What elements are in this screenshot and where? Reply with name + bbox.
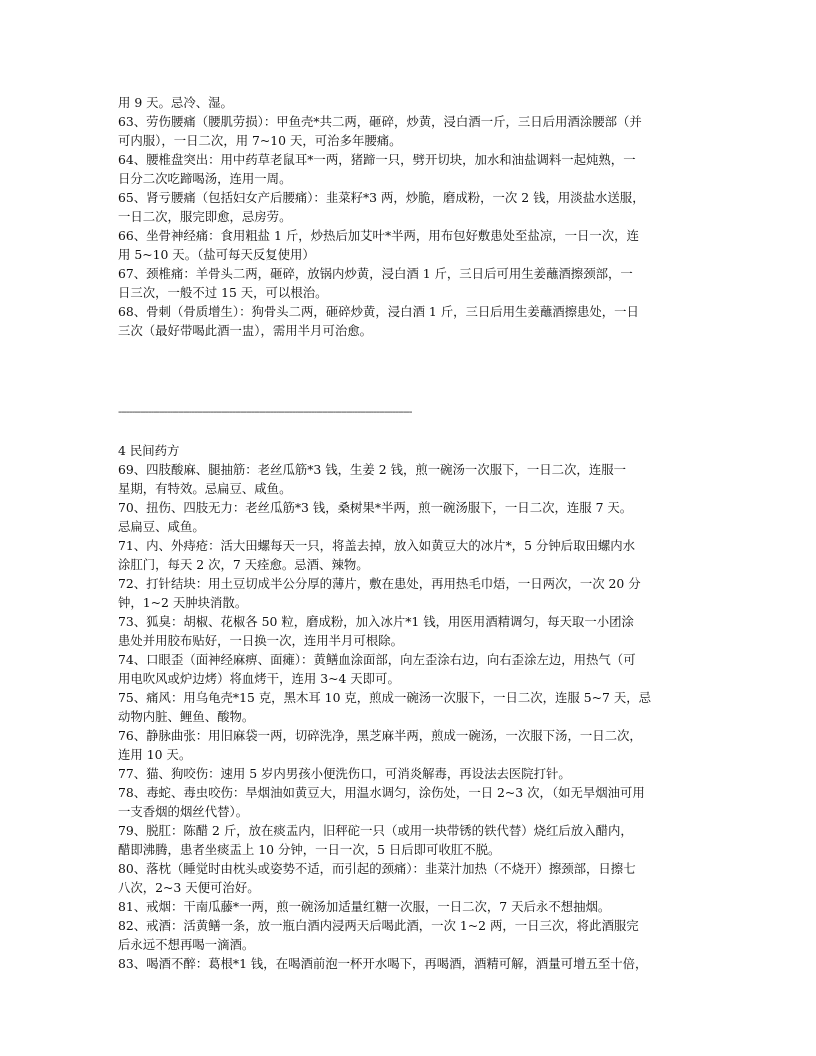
text-line: 66、坐骨神经痛：食用粗盐 1 斤，炒热后加艾叶*半两，用布包好敷患处至盐凉，一日一次，连 [118,228,639,243]
text-line: 可内服），一日二次，用 7~10 天，可治多年腰痛。 [118,133,402,148]
text-line: 钟，1~2 天肿块消散。 [118,595,248,610]
text-line: 日三次，一般不过 15 天，可以根治。 [118,285,328,300]
text-line: 用 9 天。忌冷、湿。 [118,95,233,110]
text-line: 用电吹风或炉边烤）将血烤干，连用 3~4 天即可。 [118,671,400,686]
text-line: 患处并用胶布贴好，一日换一次，连用半月可根除。 [118,633,403,648]
text-line: 82、戒酒：活黄鳝一条，放一瓶白酒内浸两天后喝此酒，一次 1~2 两，一日三次，将此酒服完 [118,918,639,933]
text-line: 68、骨刺（骨质增生）：狗骨头二两，砸碎炒黄，浸白酒 1 斤，三日后用生姜蘸酒擦患处，一日 [118,304,639,319]
text-line: 星期，有特效。忌扁豆、咸鱼。 [118,481,292,496]
text-line: 80、落枕（睡觉时由枕头或姿势不适，而引起的颈痛）：韭菜汁加热（不烧开）擦颈部，日擦七 [118,861,636,876]
text-line: 醋即沸腾，患者坐痰盂上 10 分钟，一日一次，5 日后即可收肛不脱。 [118,842,501,857]
text-line: 72、打针结块：用土豆切成半公分厚的薄片，敷在患处，再用热毛巾焐，一日两次，一次 20 分 [118,576,641,591]
text-line: 70、扭伤、四肢无力：老丝瓜筋*3 钱，桑树果*半两，煎一碗汤服下，一日二次，连服 7 天。 [118,500,633,515]
text-line: 63、劳伤腰痛（腰肌劳损）：甲鱼壳*共二两，砸碎，炒黄，浸白酒一斤，三日后用酒涂腰部（并 [118,114,642,129]
text-line: 73、狐臭：胡椒、花椒各 50 粒，磨成粉，加入冰片*1 钱，用医用酒精调匀，每天取一小团涂 [118,614,634,629]
text-line: 日分二次吃蹄喝汤，连用一周。 [118,171,292,186]
text-line: 74、口眼歪（面神经麻痹、面瘫）：黄鳝血涂面部，向左歪涂右边，向右歪涂左边，用热气（可 [118,652,636,667]
text-line: 64、腰椎盘突出：用中药草老鼠耳*一两，猪蹄一只，劈开切块，加水和油盐调料一起炖熟，一 [118,152,636,167]
text-line: 一支香烟的烟丝代替）。 [118,804,249,819]
text-line: 83、喝酒不醉：葛根*1 钱，在喝酒前泡一杯开水喝下，再喝酒，酒精可解，酒量可增五至十倍， [118,956,648,971]
section-separator: ------------------------------------------------------------------------------------------------------------ [118,405,412,418]
text-line: 65、肾亏腰痛（包括妇女产后腰痛）：韭菜籽*3 两，炒脆，磨成粉，一次 2 钱，用淡盐水送服， [118,190,645,205]
text-line: 后永远不想再喝一滴酒。 [118,937,255,952]
text-line: 81、戒烟：干南瓜藤*一两，煎一碗汤加适量红糖一次服，一日二次，7 天后永不想抽烟。 [118,899,611,914]
text-line: 动物内脏、鲤鱼、酸物。 [118,709,255,724]
text-line: 涂肛门，每天 2 次，7 天痊愈。忌酒、辣物。 [118,557,369,572]
text-line: 79、脱肛：陈醋 2 斤，放在痰盂内，旧秤砣一只（或用一块带锈的铁代替）烧红后放入醋内， [118,823,633,838]
text-line: 三次（最好带喝此酒一盅），需用半月可治愈。 [118,323,373,338]
text-line: 连用 10 天。 [118,747,192,762]
section-title: 4 民间药方 [118,443,180,458]
text-line: 用 5~10 天。（盐可每天反复使用） [118,247,315,262]
text-line: 75、痛风：用乌龟壳*15 克，黑木耳 10 克，煎成一碗汤一次服下，一日二次，连服 5~7 天，忌 [118,690,652,705]
text-line: 77、猫、狗咬伤：速用 5 岁内男孩小便洗伤口，可消炎解毒，再设法去医院打针。 [118,766,571,781]
text-line: 71、内、外痔疮：活大田螺每天一只，将盖去掉，放入如黄豆大的冰片*，5 分钟后取田螺内水 [118,538,636,553]
text-line: 67、颈椎痛：羊骨头二两，砸碎，放锅内炒黄，浸白酒 1 斤，三日后可用生姜蘸酒擦颈部，一 [118,266,633,281]
text-line: 八次，2~3 天便可治好。 [118,880,260,895]
text-line: 69、四肢酸麻、腿抽筋：老丝瓜筋*3 钱，生姜 2 钱，煎一碗汤一次服下，一日二次，连服一 [118,462,626,477]
text-line: 一日二次，服完即愈，忌房劳。 [118,209,292,224]
text-line: 忌扁豆、咸鱼。 [118,519,205,534]
text-line: 76、静脉曲张：用旧麻袋一两，切碎洗净，黑芝麻半两，煎成一碗汤，一次服下汤，一日二次， [118,728,642,743]
text-line: 78、毒蛇、毒虫咬伤：旱烟油如黄豆大，用温水调匀，涂伤处，一日 2~3 次，（如无旱烟油可用 [118,785,645,800]
